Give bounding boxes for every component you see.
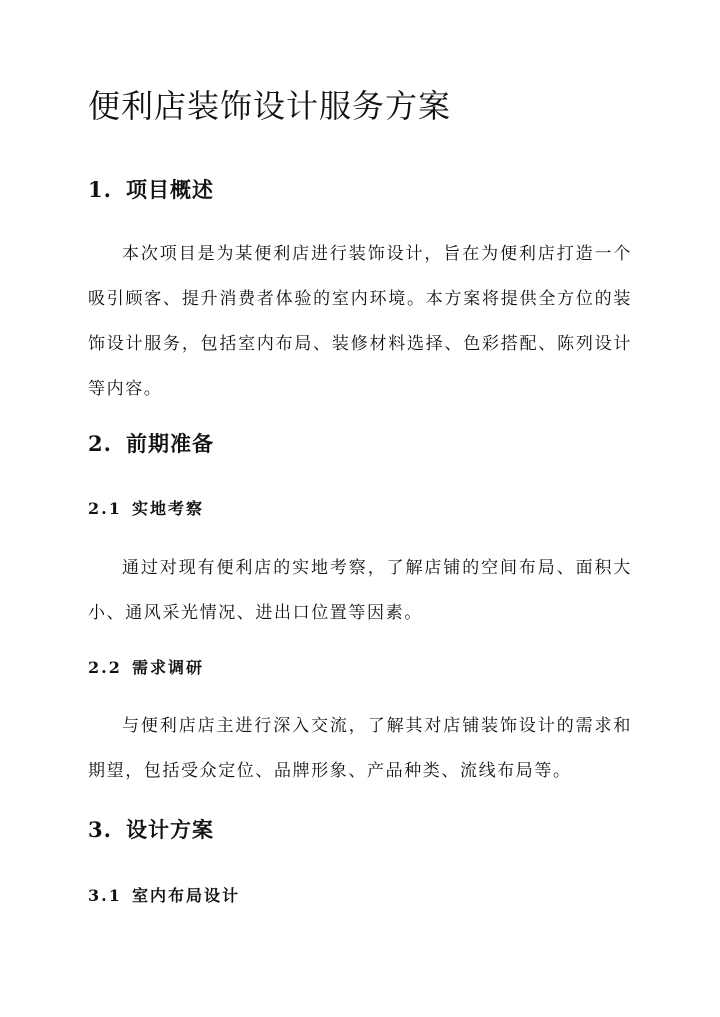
section-number: 2. [88,431,112,456]
section-title: 设计方案 [126,817,214,842]
section-title: 前期准备 [126,431,214,456]
section-number: 3. [88,817,112,842]
subsection-heading-2-2 [88,656,204,680]
subsection-2-1-paragraph: 通过对现有便利店的实地考察，了解店铺的空间布局、面积大小、通风采光情况、进出口位置等因素。 [88,558,632,623]
subsection-title: 实地考察 [132,499,205,518]
document-title: 便利店装饰设计服务方案 [88,87,452,125]
section-1-paragraph: 本次项目是为某便利店进行装饰设计，旨在为便利店打造一个吸引顾客、提升消费者体验的室内环境。本方案将提供全方位的装饰设计服务，包括室内布局、装修材料选择、色彩搭配、陈列设计等内容。 [88,244,632,399]
section-heading-3 [88,815,214,845]
subsection-heading-3-1 [88,884,240,908]
subsection-heading-2-1 [88,497,204,521]
section-title: 项目概述 [126,177,214,202]
subsection-number: 2.2 [88,658,122,677]
section-heading-2 [88,429,214,459]
subsection-number: 2.1 [88,499,122,518]
subsection-number: 3.1 [88,886,122,905]
subsection-title: 室内布局设计 [132,886,241,905]
section-number: 1. [88,177,112,202]
section-heading-1 [88,175,214,205]
subsection-2-2-paragraph: 与便利店店主进行深入交流，了解其对店铺装饰设计的需求和期望，包括受众定位、品牌形象、产品种类、流线布局等。 [88,716,632,781]
subsection-title: 需求调研 [132,658,205,677]
